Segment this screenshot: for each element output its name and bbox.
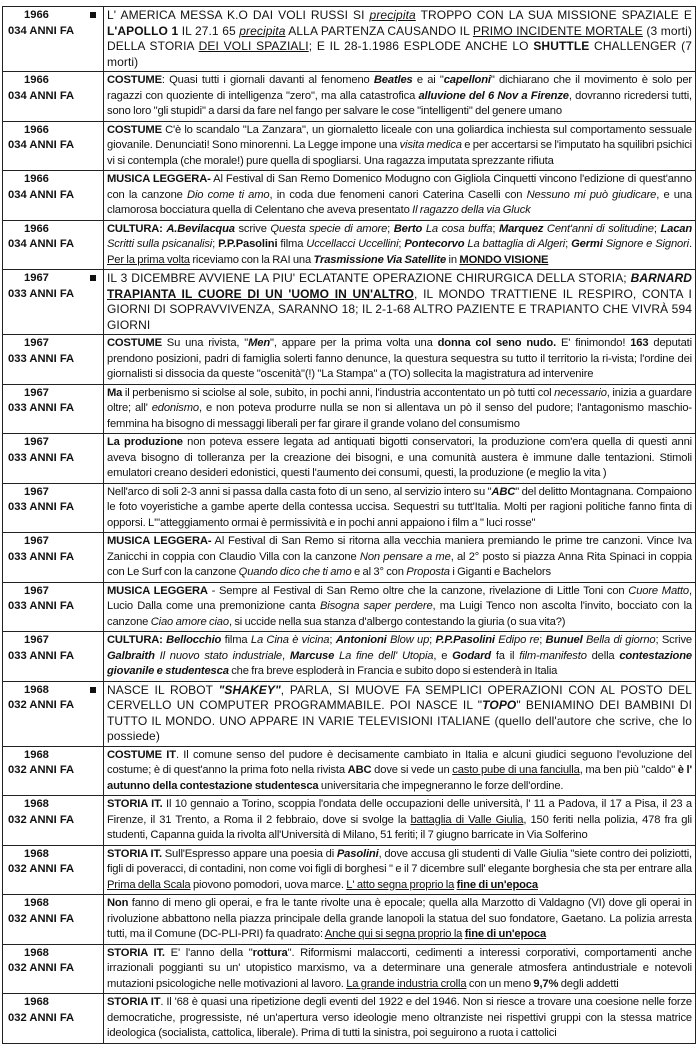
text-run: Quando dico che ti amo: [238, 566, 352, 578]
text-run: Marquez: [498, 222, 544, 235]
timeline-row: [3, 895, 696, 945]
text-run: Dio come ti amo: [187, 188, 270, 201]
text-run: Proposta: [406, 566, 450, 578]
timeline-row: [3, 270, 696, 335]
text-run: ABC: [491, 485, 516, 498]
text-run: Scritti sulla psicanalisi: [107, 238, 213, 250]
year-label: 1968: [24, 683, 49, 696]
text-run: alluvione del 6 Nov a Firenze: [418, 89, 569, 102]
entry-text: [104, 994, 696, 1044]
text-run: IL 3 DICEMBRE AVVIENE LA PIU' ECLATANTE OPERAZIONE CHIRURGICA DELLA STORIA;: [107, 271, 631, 285]
timeline-row: [3, 944, 696, 994]
year-line: [6, 534, 100, 550]
text-run: casto pube di una fanciulla: [452, 764, 580, 776]
entry-text: [104, 681, 696, 746]
text-run: La fine dell' Utopia: [339, 649, 434, 662]
year-label: 1966: [24, 173, 49, 185]
text-run: donna col seno nudo.: [437, 337, 557, 349]
date-cell: [3, 681, 104, 746]
text-run: film-manifesto: [519, 649, 587, 662]
text-run: PRIMO INCIDENTE MORTALE: [472, 23, 643, 38]
timeline-row: [3, 335, 696, 385]
date-cell: [3, 72, 104, 122]
text-run: 9,7%: [533, 977, 559, 990]
years-ago-label: 033 ANNI FA: [8, 600, 75, 612]
timeline-row: [3, 582, 696, 632]
timeline-row: [3, 533, 696, 583]
years-ago-label: 032 ANNI FA: [8, 813, 75, 826]
timeline-row: [3, 7, 696, 72]
text-run: ;: [539, 634, 546, 646]
timeline-rows: [3, 7, 696, 1044]
text-run: , ma ben più "caldo": [579, 764, 678, 776]
year-line: [6, 896, 100, 912]
text-run: con un meno: [466, 977, 534, 990]
date-cell: [3, 483, 104, 533]
text-run: è l' autunno della contestazione studentesca: [107, 764, 693, 792]
year-line: [6, 683, 100, 699]
text-run: ;: [429, 634, 436, 646]
text-run: , si uccide nella sua stanza d'albergo contestando la giuria (o sua vita?): [228, 615, 566, 628]
text-run: universitaria che impegneranno le forze dell'ordine.: [318, 779, 564, 792]
year-line: [6, 633, 100, 649]
text-run: Il nuovo stato industriale: [159, 649, 283, 662]
year-label: 1967: [24, 485, 49, 498]
text-run: L' atto segna proprio la: [346, 878, 455, 891]
entry-text: [104, 895, 696, 945]
text-run: piovono pomodori, uova marce.: [190, 878, 347, 891]
timeline-row: [3, 681, 696, 746]
text-run: ;: [492, 222, 499, 235]
text-run: P.P.Pasolini: [218, 238, 278, 250]
square-bullet-icon: [90, 687, 96, 693]
text-run: TROPPO CON LA SUA MISSIONE SPAZIALE E: [415, 8, 692, 22]
timeline-row: [3, 171, 696, 221]
text-run: , dove accusa gli studenti di Valle Giulia "siete contro dei poliziotti, figli di poveracci, di contadini, non come voi figli di borghesi " e il 7 dicembre sull' elegante borghesia che sta per entrare alla: [107, 847, 692, 875]
year-line: [6, 123, 100, 139]
text-run: P.P.Pasolini: [435, 634, 495, 646]
text-run: contestazione giovanile e studentesca: [107, 649, 692, 677]
years-ago-label: 033 ANNI FA: [8, 501, 75, 513]
text-run: : Quasi tutti i giornali davanti al fenomeno: [161, 74, 374, 86]
text-run: Per la prima volta: [107, 253, 190, 266]
entry-text: [104, 796, 696, 846]
years-ago-label: 032 ANNI FA: [8, 863, 75, 875]
text-run: " dichiarano che il movimento è solo per ragazzi con quoziente di intelligenza "zero", ma alla catastrofica: [107, 74, 692, 102]
timeline-row: [3, 434, 696, 484]
text-run: , e non poteva produrre nulla se non si allentava un pò il senso del pudore; l'antagonismo maschio-femmina ha bisogno di messaggi liberali per far girare il grande volano del consumismo: [107, 402, 692, 430]
text-run: fine di un'epoca: [456, 878, 538, 891]
year-label: 1968: [24, 798, 49, 810]
entry-text: [104, 335, 696, 385]
text-run: L'APOLLO 1: [107, 23, 179, 38]
text-run: necessario: [554, 386, 607, 399]
text-run: , IL MONDO TRATTIENE IL RESPIRO, CONTA I GIORNI DI SOPRAVVIVENZA, SARANNO 18; IL 2-1-68 ALTRO PAZIENTE E TRAPIANTO CHE VIVRÀ 594 GIORNI: [107, 286, 692, 332]
years-ago-label: 032 ANNI FA: [8, 764, 75, 776]
text-run: SHUTTLE: [533, 39, 590, 53]
date-cell: [3, 994, 104, 1044]
text-run: Questa specie di amore: [270, 222, 388, 235]
text-run: non poteva essere legata ad antiquati bigotti conservatori, la produzione com'era quella di questi anni aveva bisogno di tolleranza per la creazione dei bisogni, e una comunità austera è immune dalle tentazioni. Stimoli emulatori creano desideri edonistici, questi l'aumento dei consumi, questi, la produzione (e meglio la vita ): [107, 436, 692, 479]
text-run: Non pensare a me: [359, 550, 451, 563]
text-run: COSTUME IT: [107, 748, 176, 761]
date-cell: [3, 270, 104, 335]
text-run: MUSICA LEGGERA: [107, 584, 208, 597]
year-label: 1967: [24, 337, 49, 349]
entry-text: [104, 582, 696, 632]
text-run: Nell'arco di soli 2-3 anni si passa dalla casta foto di un seno, al servizio intero su ": [107, 485, 492, 498]
date-cell: [3, 746, 104, 796]
year-label: 1966: [24, 123, 49, 136]
entry-text: [104, 746, 696, 796]
text-run: il perbenismo si sciolse al sole, subito, in pochi anni, l'industria accontentato un pò tutti col: [122, 386, 555, 399]
text-run: La produzione: [107, 436, 183, 448]
year-line: [6, 584, 100, 600]
text-run: Berto: [393, 222, 423, 235]
date-cell: [3, 121, 104, 171]
text-run: Galbraith: [107, 649, 155, 662]
text-run: della: [586, 649, 620, 662]
text-run: Bella di giorno: [585, 634, 656, 646]
text-run: riceviamo con la RAI una: [189, 253, 314, 266]
text-run: CULTURA:: [107, 634, 167, 646]
text-run: ,: [282, 649, 290, 662]
timeline-page: [2, 6, 696, 1044]
entry-text: [104, 845, 696, 895]
square-bullet-icon: [90, 12, 96, 18]
date-cell: [3, 845, 104, 895]
text-run: fa il: [491, 649, 520, 662]
year-line: [6, 946, 100, 962]
text-run: i Giganti e Bachelors: [449, 566, 551, 578]
text-run: Bellocchio: [166, 634, 222, 646]
year-line: [6, 336, 100, 352]
entry-text: [104, 171, 696, 221]
text-run: Men: [248, 337, 271, 349]
timeline-row: [3, 994, 696, 1044]
text-run: che fra breve esploderà in Francia e subito dopo si estenderà in Italia: [228, 665, 558, 677]
year-label: 1966: [24, 222, 49, 235]
years-ago-label: 033 ANNI FA: [8, 649, 75, 662]
timeline-row: [3, 220, 696, 270]
timeline-row: [3, 632, 696, 682]
date-cell: [3, 7, 104, 72]
date-cell: [3, 220, 104, 270]
text-run: TOPO: [482, 698, 517, 712]
text-run: Cent'anni di solitudine: [546, 222, 654, 235]
years-ago-label: 032 ANNI FA: [8, 1011, 75, 1024]
text-run: Signore e Signori: [605, 238, 690, 250]
year-line: [6, 73, 100, 89]
text-run: Antonioni: [335, 634, 387, 646]
text-run: Germi: [571, 238, 603, 250]
text-run: Marcuse: [289, 649, 335, 662]
text-run: CHALLENGER (7 morti): [107, 39, 692, 69]
year-line: [6, 485, 100, 501]
timeline-table: [2, 6, 696, 1044]
text-run: deputati prendono posizioni, padri di famiglia solerti fanno denunce, la questura sequestra su tutto il territorio la ri-vista; l'ordine dei giornalisti si dissocia da queste "oscenità"(!) "La Stampa" a (TO) sollecita la magistratura ad intervenire: [107, 337, 692, 380]
text-run: filma: [277, 238, 307, 250]
text-run: ; Scrive: [655, 634, 692, 646]
year-line: [6, 8, 100, 24]
text-run: Il 10 gennaio a Torino, scoppia l'ondata delle occupazioni delle università, l' 11 a Padova, il 17 a Pisa, il 23 a Firenze, il 31 Trento, a Roma il 2 febbraio, dove si svolge la: [107, 798, 692, 826]
timeline-row: [3, 121, 696, 171]
years-ago-label: 034 ANNI FA: [8, 188, 75, 201]
text-run: COSTUME: [107, 123, 162, 136]
years-ago-label: 033 ANNI FA: [8, 352, 75, 365]
year-label: 1967: [24, 634, 49, 646]
text-run: degli addetti: [558, 977, 619, 990]
text-run: , 150 feriti nella polizia, 478 fra gli studenti, Capanna guida la rivolta all'Università di Milano, 51 feriti; il 7 giugno barricate in Via Solferino: [107, 813, 692, 841]
text-run: La Cina è vicina: [250, 634, 330, 646]
text-run: battaglia di Valle Giulia: [410, 813, 524, 826]
text-run: ALLA PARTENZA CAUSANDO IL: [285, 23, 473, 38]
years-ago-label: 034 ANNI FA: [8, 139, 75, 151]
text-run: MUSICA LEGGERA-: [107, 535, 212, 547]
entry-text: [104, 434, 696, 484]
years-ago-label: 033 ANNI FA: [8, 402, 75, 414]
text-run: STORIA IT.: [107, 798, 163, 810]
text-run: , in coda due fenomeni canori Caterina Caselli con: [269, 188, 527, 201]
text-run: e al 3° con: [351, 566, 407, 578]
timeline-row: [3, 845, 696, 895]
text-run: ;: [398, 238, 405, 250]
text-run: NASCE IL ROBOT: [107, 682, 219, 697]
years-ago-label: 033 ANNI FA: [8, 451, 75, 464]
year-label: 1968: [24, 847, 49, 860]
text-run: dove si vede un: [371, 764, 453, 776]
text-run: E' finimondo!: [556, 337, 631, 349]
text-run: La battaglia di Algeri: [467, 238, 566, 250]
text-run: Uccellacci Uccellini: [306, 238, 399, 250]
timeline-row: [3, 384, 696, 434]
text-run: " BENIAMINO DEI BAMBINI DI TUTTO IL MONDO. UNO APPARE IN VARIE TELEVISIONI ITALIANE (quello dell'autore che scrive, che lo possiede): [107, 698, 692, 743]
text-run: filma: [221, 634, 251, 646]
text-run: Pontecorvo: [404, 238, 465, 250]
text-run: . Il '68 è quasi una ripetizione degli eventi del 1922 e del 1946. Non si riesce a trovare una coesione nelle forze democratiche, progressiste, né un'apertura verso ideologie meno oltranziste nei rispettivi gruppi con la stessa matrice ideologica (socialista, cattolica, liberale). Prima di tutti la sinistra, poi seguirono a ruota i cattolici: [107, 996, 692, 1039]
year-line: [6, 172, 100, 188]
year-label: 1967: [24, 535, 49, 547]
years-ago-label: 034 ANNI FA: [8, 89, 75, 102]
text-run: in: [446, 253, 460, 266]
text-run: ABC: [347, 764, 372, 776]
text-run: , e una clamorosa bocciatura quella di Celentano che aveva presentato: [107, 188, 692, 216]
text-run: La grande industria crolla: [346, 977, 467, 990]
date-cell: [3, 384, 104, 434]
text-run: Ciao amore ciao: [150, 615, 229, 628]
text-run: Bisogna saper perdere: [319, 600, 433, 612]
year-label: 1968: [24, 897, 49, 909]
text-run: Godard: [452, 649, 491, 662]
text-run: "SHAKEY": [218, 682, 281, 697]
text-run: L' AMERICA MESSA K.O DAI VOLI RUSSI SI: [107, 8, 370, 22]
text-run: capelloni: [443, 74, 491, 86]
years-ago-label: 034 ANNI FA: [8, 24, 75, 37]
year-label: 1968: [24, 946, 49, 959]
years-ago-label: 032 ANNI FA: [8, 912, 75, 925]
date-cell: [3, 944, 104, 994]
text-run: BARNARD: [630, 271, 692, 285]
entry-text: [104, 632, 696, 682]
text-run: TRAPIANTA IL CUORE DI UN 'UOMO IN UN'ALTRO: [107, 286, 414, 301]
text-run: e ai ": [412, 74, 444, 86]
entry-text: [104, 944, 696, 994]
text-run: rottura: [252, 946, 288, 959]
timeline-row: [3, 746, 696, 796]
text-run: visita medica: [399, 139, 462, 151]
text-run: ;: [212, 238, 219, 250]
year-label: 1967: [24, 436, 49, 448]
text-run: ", appare per la prima volta una: [270, 337, 438, 349]
timeline-row: [3, 796, 696, 846]
text-run: , Lucio Dalla come una premonizione canta: [107, 584, 692, 612]
year-line: [6, 748, 100, 764]
text-run: C'è lo scandalo "La Zanzara", un giornaletto liceale con una goliardica inchiesta sul comportamento sessuale giovanile. Denunciati! Sono minorenni. La Legge impone una: [107, 123, 692, 151]
text-run: , inizia a guardare oltre; all': [107, 386, 692, 414]
year-label: 1968: [24, 748, 49, 761]
date-cell: [3, 582, 104, 632]
text-run: 163: [630, 337, 649, 349]
date-cell: [3, 171, 104, 221]
text-run: Cuore Matto: [628, 584, 690, 597]
year-label: 1968: [24, 996, 49, 1008]
entry-text: [104, 72, 696, 122]
text-run: Sull'Espresso appare una poesia di: [161, 847, 337, 860]
square-bullet-icon: [90, 275, 96, 281]
text-run: STORIA IT.: [107, 946, 165, 959]
text-run: , PARLA, SI MUOVE FA SEMPLICI OPERAZIONI CON AL POSTO DEL CERVELLO UN COMPUTER PROGRAMMABILE. POI NASCE IL ": [107, 682, 692, 712]
text-run: Prima della Scala: [107, 878, 191, 891]
text-run: fanno di meno gli operai, e fra le tante rivolte una è epocale; quella alla Marzotto di Valdagno (VI) dove gli operai in rivoluzione abbattono nella piazza principale della grande lanopoli la statua del suo fondatore, Gaetano. La polizia arresta tutti, ma il Comune (DC-PLI-PRI) fa quadrato:: [107, 897, 692, 940]
text-run: , al 2° posto si piazza Anna Rita Spinaci in coppia con Le Surf con la canzone: [107, 550, 692, 578]
text-run: fine di un'epoca: [464, 928, 547, 940]
text-run: precipita: [239, 23, 286, 38]
years-ago-label: 034 ANNI FA: [8, 238, 75, 250]
entry-text: [104, 7, 696, 72]
date-cell: [3, 335, 104, 385]
text-run: Su una rivista, ": [161, 337, 249, 349]
entry-text: [104, 384, 696, 434]
text-run: , e: [433, 649, 453, 662]
text-run: - Sempre al Festival di San Remo oltre che la canzone, rivelazione di Little Toni con: [207, 584, 629, 597]
year-label: 1966: [24, 9, 49, 21]
text-run: e per accertarsi se l'imputato ha squilibri psichici vi si contempla (che morale!) pure quella di spogliarsi. Una ragazza imputata sprezzante rifiuta: [107, 139, 693, 167]
text-run: La cosa buffa: [425, 222, 493, 235]
text-run: Il ragazzo della via Gluck: [412, 204, 531, 216]
text-run: scrive: [234, 222, 271, 235]
text-run: , dovranno ricredersi tutti, sono loro "gli stupidi" a darsi da fare nel fango per salvare le cose "intelligenti" del genere umano: [107, 89, 692, 117]
entry-text: [104, 270, 696, 335]
text-run: COSTUME: [107, 74, 162, 86]
text-run: " del delitto Montagnana. Compaiono le foto voyeristiche a gambe aperte della contessa uccisa. Sequestri su tutt'Italia. Molti per ragioni politiche fanno finta di opporsi. L'"atteggiamento ormai è permissività e in pochi anni appaiono i film a " luci rosse": [107, 485, 692, 529]
timeline-row: [3, 72, 696, 122]
text-run: ;: [329, 634, 336, 646]
text-run: . Il comune senso del pudore è decisamente cambiato in Italia e alcuni giudici seguono l'evoluzione del costume; è di quest'anno la prima foto nella rivista: [107, 748, 692, 776]
years-ago-label: 032 ANNI FA: [8, 962, 75, 974]
years-ago-label: 033 ANNI FA: [8, 550, 75, 563]
year-label: 1967: [24, 272, 49, 284]
text-run: , ma Luigi Tenco non ascolta l'invito, bocciato con la canzone: [107, 600, 692, 628]
text-run: .: [689, 238, 692, 250]
text-run: ;: [387, 222, 394, 235]
year-line: [6, 222, 100, 238]
text-run: Pasolini: [336, 847, 379, 860]
entry-text: [104, 533, 696, 583]
text-run: precipita: [369, 8, 416, 22]
year-line: [6, 847, 100, 863]
text-run: Edipo re: [498, 634, 540, 646]
text-run: (3 morti) DELLA STORIA: [107, 23, 692, 53]
date-cell: [3, 796, 104, 846]
text-run: Lacan: [660, 222, 693, 235]
year-label: 1966: [24, 74, 49, 86]
text-run: Nessuno mi può giudicare: [526, 188, 657, 201]
text-run: ;: [565, 238, 572, 250]
text-run: Blow up: [389, 634, 430, 646]
date-cell: [3, 434, 104, 484]
years-ago-label: 032 ANNI FA: [8, 699, 75, 711]
year-line: [6, 797, 100, 813]
text-run: Trasmissione Via Satellite: [313, 253, 447, 266]
timeline-row: [3, 483, 696, 533]
text-run: STORIA IT: [107, 996, 161, 1008]
text-run: ; E IL 28-1.1986 ESPLODE ANCHE LO: [308, 39, 534, 53]
year-line: [6, 386, 100, 402]
text-run: Non: [107, 897, 129, 909]
text-run: Al Festival di San Remo si ritorna alla vecchia maniera premiando le prime tre canzoni. Vince Iva Zanicchi in coppia con Claudio Villa con la canzone: [107, 535, 692, 563]
text-run: MUSICA LEGGERA-: [107, 173, 211, 185]
text-run: CULTURA:: [107, 222, 167, 235]
text-run: Ma: [107, 386, 123, 399]
text-run: DEI VOLI SPAZIALI: [198, 39, 309, 53]
entry-text: [104, 483, 696, 533]
date-cell: [3, 895, 104, 945]
text-run: ;: [653, 222, 661, 235]
text-run: Al Festival di San Remo Domenico Modugno con Gigliola Cinquetti vincono l'edizione di quest'anno con la canzone: [107, 173, 692, 201]
text-run: ". Riformismi malaccorti, cedimenti a interessi corporativi, comportamenti anche irrazionali poggianti su un' utopistico marxismo, va a determinare una generale atmosfera antindustriale e notevoli mutazioni psicologiche nelle motivazioni al lavoro.: [107, 946, 692, 990]
year-line: [6, 435, 100, 451]
text-run: A.Bevilacqua: [166, 222, 235, 235]
text-run: edonismo: [151, 402, 199, 414]
date-cell: [3, 533, 104, 583]
years-ago-label: 033 ANNI FA: [8, 287, 75, 300]
year-label: 1967: [24, 584, 49, 597]
text-run: COSTUME: [107, 337, 162, 349]
text-run: Anche qui si segna proprio la: [324, 928, 463, 940]
entry-text: [104, 121, 696, 171]
text-run: STORIA IT.: [107, 847, 162, 860]
text-run: IL 27.1 65: [178, 23, 240, 38]
text-run: Bunuel: [545, 634, 583, 646]
entry-text: [104, 220, 696, 270]
year-line: [6, 995, 100, 1011]
year-line: [6, 271, 100, 287]
text-run: MONDO VISIONE: [459, 253, 549, 266]
date-cell: [3, 632, 104, 682]
text-run: E' l'anno della ": [164, 946, 253, 959]
year-label: 1967: [24, 386, 49, 399]
text-run: Beatles: [373, 74, 413, 86]
